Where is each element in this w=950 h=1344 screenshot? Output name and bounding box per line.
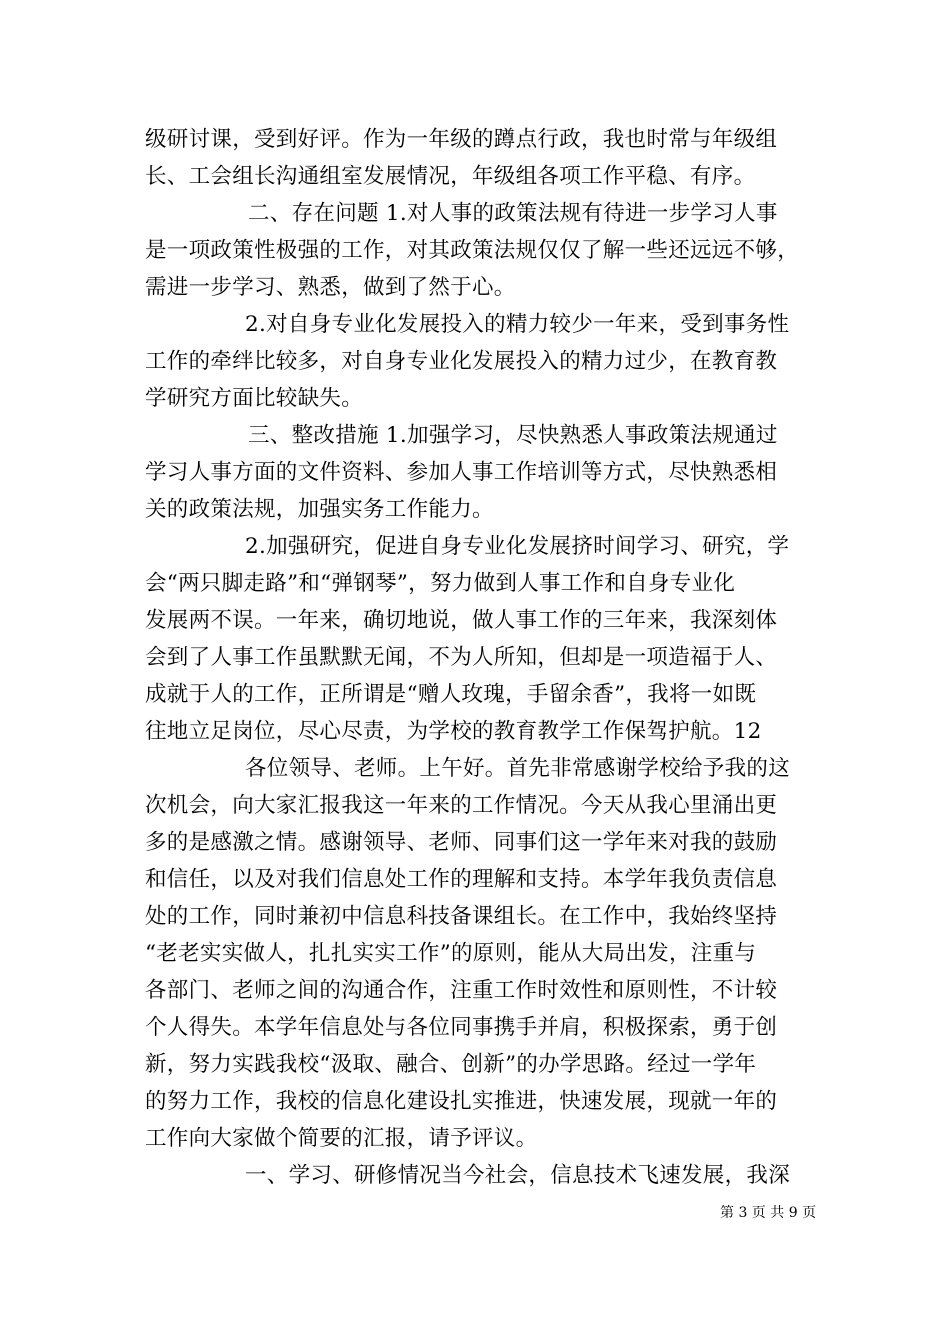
text-line: 工作向大家做个简要的汇报，请予评议。 [145,1126,538,1151]
text-line: 会“两只脚走路”和“弹钢琴”，努力做到人事工作和自身专业化 [145,571,736,596]
text-line-indented: 各位领导、老师。上午好。首先非常感谢学校给予我的这 [245,756,791,781]
text-line: “老老实实做人，扎扎实实工作”的原则，能从大局出发，注重与 [145,941,757,966]
text-line: 工作的牵绊比较多，对自身专业化发展投入的精力过少，在教育教 [145,349,778,374]
text-line: 次机会，向大家汇报我这一年来的工作情况。今天从我心里涌出更 [145,793,778,818]
text-line: 新，努力实践我校“汲取、融合、创新”的办学思路。经过一学年 [145,1052,757,1077]
text-line: 处的工作，同时兼初中信息科技备课组长。在工作中，我始终坚持 [145,904,778,929]
text-line: 多的是感激之情。感谢领导、老师、同事们这一学年来对我的鼓励 [145,830,778,855]
text-line: 学习人事方面的文件资料、参加人事工作培训等方式，尽快熟悉相 [145,460,778,485]
section-heading-issues: 二、存在问题 1.对人事的政策法规有待进一步学习人事 [248,201,778,226]
text-line: 的努力工作，我校的信息化建设扎实推进，快速发展，现就一年的 [145,1089,778,1114]
text-line-indented: 2.加强研究，促进自身专业化发展挤时间学习、研究，学 [245,534,790,559]
section-heading-measures: 三、整改措施 1.加强学习，尽快熟悉人事政策法规通过 [248,423,778,448]
text-line: 往地立足岗位，尽心尽责，为学校的教育教学工作保驾护航。12 [145,719,762,744]
text-line: 是一项政策性极强的工作，对其政策法规仅仅了解一些还远远不够， [145,238,800,263]
text-line: 关的政策法规，加强实务工作能力。 [145,497,494,522]
text-line: 成就于人的工作，正所谓是“赠人玫瑰，手留余香”，我将一如既 [145,682,757,707]
text-line: 需进一步学习、熟悉，做到了然于心。 [145,275,516,300]
text-line: 长、工会组长沟通组室发展情况，年级组各项工作平稳、有序。 [145,164,756,189]
text-line: 会到了人事工作虽默默无闻，不为人所知，但却是一项造福于人、 [145,645,778,670]
section-heading-study: 一、学习、研修情况当今社会，信息技术飞速发展，我深 [245,1163,791,1188]
text-line: 级研讨课，受到好评。作为一年级的蹲点行政，我也时常与年级组 [145,127,778,152]
text-line: 和信任，以及对我们信息处工作的理解和支持。本学年我负责信息 [145,867,778,892]
page-number-footer: 第 3 页 共 9 页 [720,1205,817,1221]
text-line: 发展两不误。一年来，确切地说，做人事工作的三年来，我深刻体 [145,608,778,633]
text-line-indented: 2.对自身专业化发展投入的精力较少一年来，受到事务性 [245,312,790,337]
text-line: 各部门、老师之间的沟通合作，注重工作时效性和原则性，不计较 [145,978,778,1003]
text-line: 个人得失。本学年信息处与各位同事携手并肩，积极探索，勇于创 [145,1015,778,1040]
text-line: 学研究方面比较缺失。 [145,386,364,411]
